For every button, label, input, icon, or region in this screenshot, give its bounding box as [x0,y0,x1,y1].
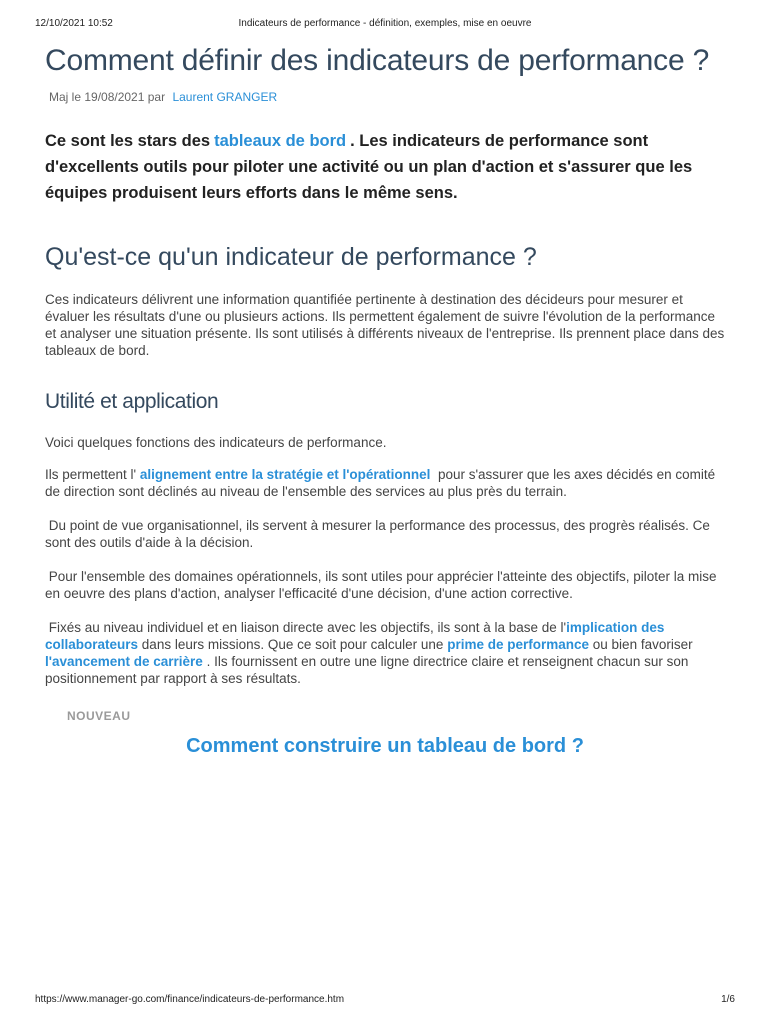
definition-paragraph: Ces indicateurs délivrent une information quantifiée pertinente à destination des décideurs pour mesurer et évaluer les résultats d'une ou plusieurs actions. Ils permettent également de suivre l'évolution de la performance et analyser une situation présente. Ils sont utilisés à différents niveaux de l'entreprise. Ils prennent place dans des tableaux de bord. [45,292,725,358]
page-number: 1/6 [721,994,735,1005]
print-header [35,18,735,32]
section-heading-definition: Qu'est-ce qu'un indicateur de performance ? [45,243,537,271]
print-footer [35,994,735,1008]
lead-text-after: . Les indicateurs de performance sont d'excellents outils pour piloter une activité ou un plan d'action et s'assurer que les équipes produisent leurs efforts dans le même sens. [45,132,693,202]
individual-text-c: ou bien favoriser [592,637,693,652]
author-link[interactable]: Laurent GRANGER [172,90,278,104]
print-datetime: 12/10/2021 10:52 [35,18,113,29]
implication-link[interactable]: implication des collaborateurs [45,620,665,652]
featured-article-link[interactable]: Comment construire un tableau de bord ? [186,735,584,757]
print-url: https://www.manager-go.com/finance/indicateurs-de-performance.htm [35,994,345,1005]
operational-paragraph [45,568,725,602]
article-lead [45,128,725,206]
utility-intro: Voici quelques fonctions des indicateurs de performance. [45,435,387,450]
update-date: Maj le 19/08/2021 par [49,90,166,104]
article-title: Comment définir des indicateurs de performance ? [45,44,710,77]
operational-text: Pour l'ensemble des domaines opérationnels, ils sont utiles pour apprécier l'atteinte des objectifs, piloter la mise en oeuvre des plans d'action, analyser l'efficacité d'une décision, d'une action corrective. [45,569,717,601]
individual-text-d: . Ils fournissent en outre une ligne directrice claire et renseignent chacun sur son positionnement par rapport à ses résultats. [45,654,689,686]
organisational-text: Du point de vue organisationnel, ils servent à mesurer la performance des processus, des progrès réalisés. Ce sont des outils d'aide à la décision. [45,518,710,550]
individual-text-a: Fixés au niveau individuel et en liaison directe avec les objectifs, ils sont à la base de l' [48,620,567,635]
avancement-carriere-link[interactable]: l'avancement de carrière [45,654,203,669]
section-heading-utility: Utilité et application [45,390,219,413]
alignment-text-before: Ils permettent l' [45,467,137,482]
tableaux-de-bord-link[interactable]: tableaux de bord [214,132,347,150]
prime-performance-link[interactable]: prime de performance [447,637,590,652]
organisational-paragraph [45,517,725,551]
print-page-title: Indicateurs de performance - définition, exemples, mise en oeuvre [238,18,532,29]
article-meta [49,90,725,104]
alignment-link[interactable]: alignement entre la stratégie et l'opérationnel [139,467,431,482]
lead-text-before: Ce sont les stars des [45,132,211,150]
nouveau-label: NOUVEAU [67,709,131,723]
article [45,44,725,758]
alignment-text-after: pour s'assurer que les axes décidés en comité de direction sont déclinés au niveau de l'ensemble des services au plus près du terrain. [45,467,716,499]
individual-text-b: dans leurs missions. Que ce soit pour calculer une [141,637,444,652]
alignment-paragraph [45,466,725,500]
individual-paragraph [45,619,725,687]
